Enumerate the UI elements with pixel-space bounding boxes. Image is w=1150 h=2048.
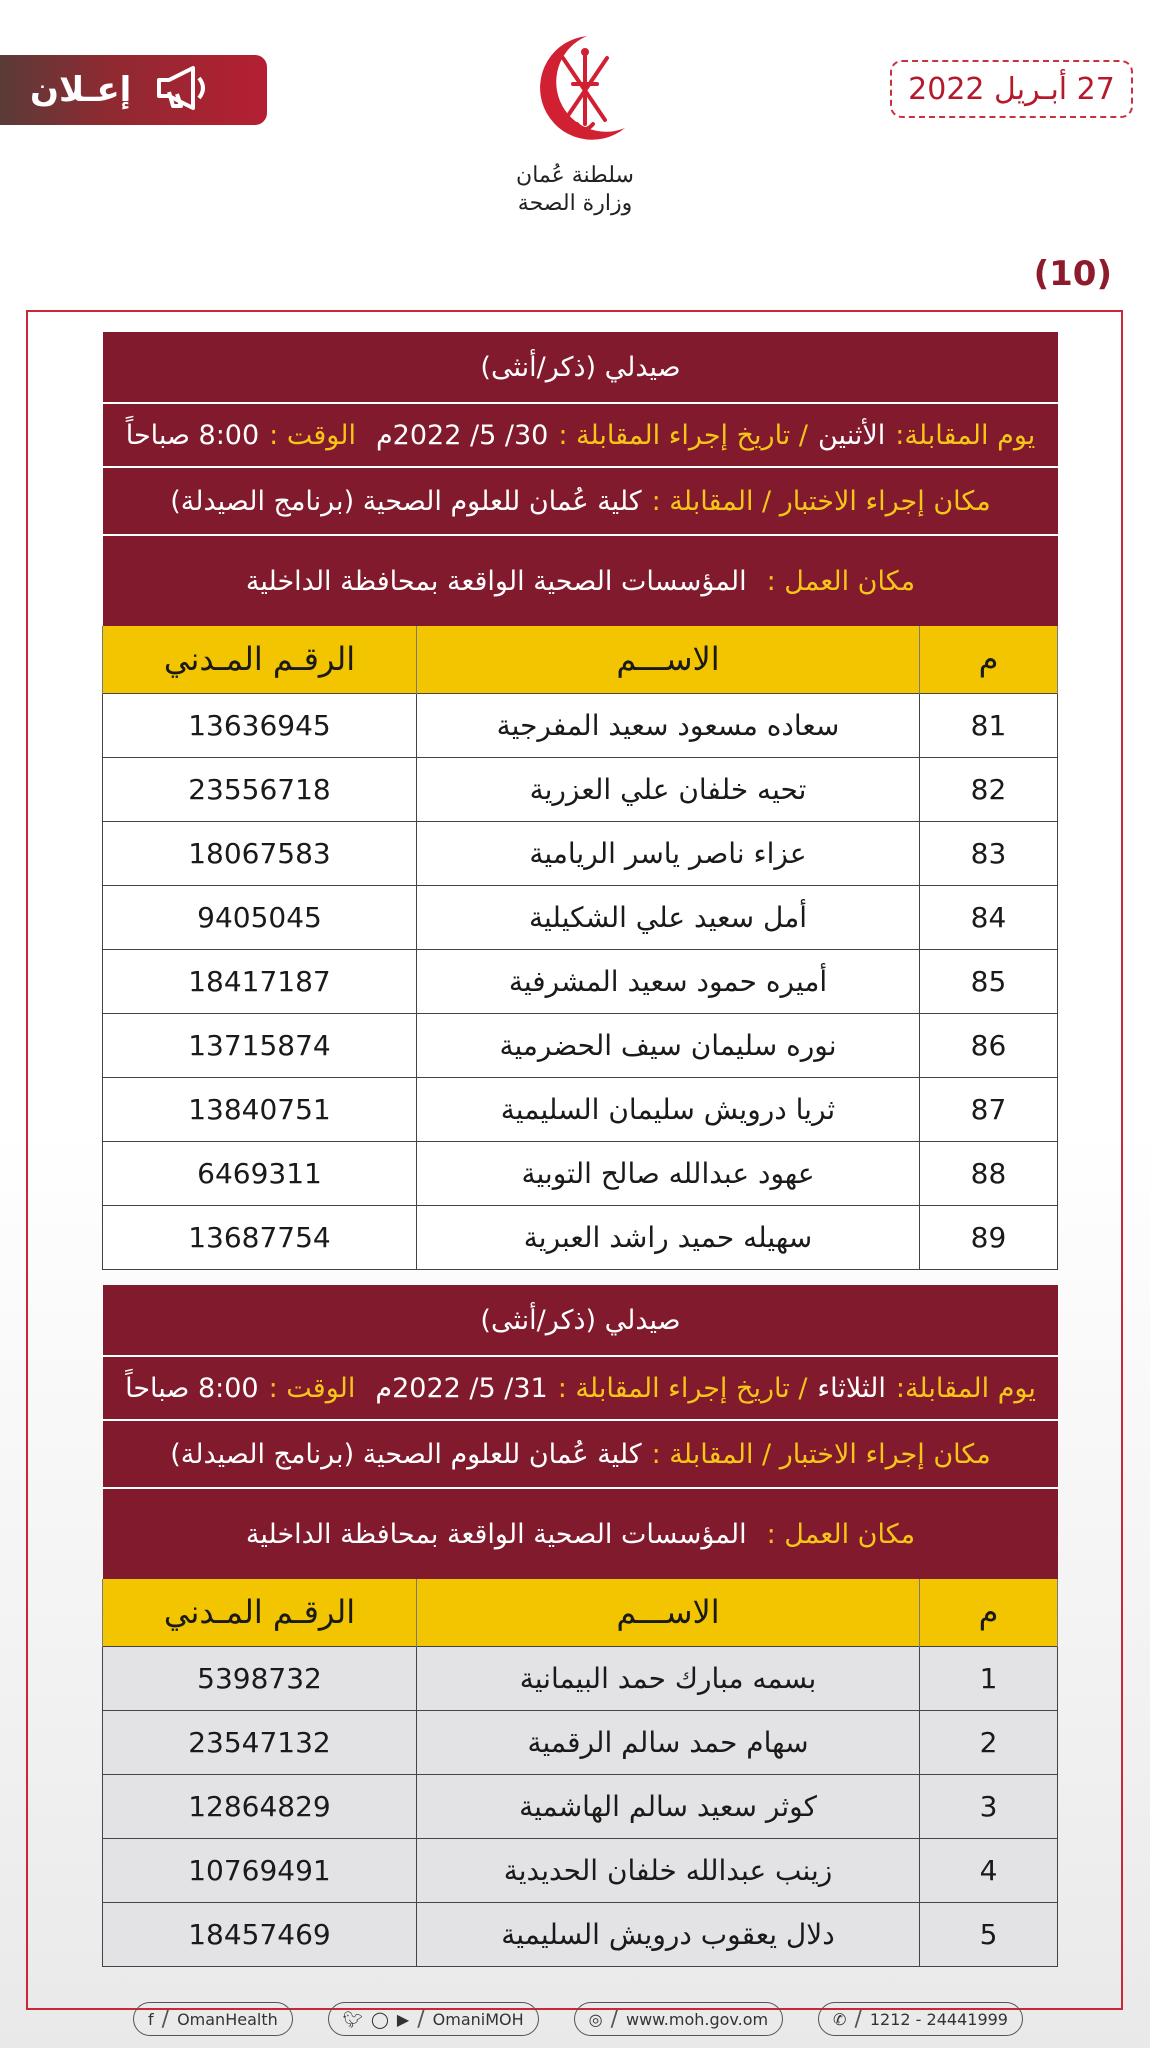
- megaphone-icon: [153, 62, 215, 118]
- announcement-banner: [0, 55, 267, 125]
- section-title: صيدلي (ذكر/أنثى): [103, 332, 1058, 404]
- column-header-name: الاســـم: [417, 626, 920, 693]
- page-number: (10): [1033, 254, 1112, 294]
- column-header-name: الاســـم: [417, 1579, 920, 1646]
- day-label: يوم المقابلة:: [895, 419, 1036, 451]
- candidate-name: عزاء ناصر ياسر الريامية: [417, 821, 920, 885]
- interview-place-row: [103, 468, 1058, 536]
- column-header-civil: الرقـم المـدني: [103, 1579, 417, 1646]
- instagram-icon: ◯: [371, 2009, 389, 2029]
- table-row: [103, 1141, 1058, 1205]
- work-value: المؤسسات الصحية الواقعة بمحافظة الداخلية: [245, 1518, 747, 1550]
- candidates-table: [102, 626, 1058, 1270]
- interview-day-row: [103, 1357, 1058, 1421]
- candidate-name: نوره سليمان سيف الحضرمية: [417, 1013, 920, 1077]
- candidate-name: دلال يعقوب درويش السليمية: [417, 1902, 920, 1966]
- facebook-handle: OmanHealth: [177, 2009, 278, 2029]
- phone-pill[interactable]: ✆ / 1212 - 24441999: [818, 2002, 1023, 2036]
- time-value: 8:00 صباحاً: [125, 1372, 259, 1404]
- ministry-name-line1: سلطنة عُمان: [516, 163, 634, 188]
- time-value: 8:00 صباحاً: [125, 419, 260, 451]
- candidate-name: سعاده مسعود سعيد المفرجية: [417, 693, 920, 757]
- row-number: 88: [920, 1141, 1058, 1205]
- civil-number: 18417187: [103, 949, 417, 1013]
- work-place-row: [103, 1489, 1058, 1579]
- civil-number: 13840751: [103, 1077, 417, 1141]
- table-header-row: [103, 1579, 1058, 1646]
- place-label: مكان إجراء الاختبار / المقابلة :: [651, 1438, 991, 1470]
- column-header-m: م: [920, 626, 1058, 693]
- phone-number: 1212 - 24441999: [869, 2009, 1008, 2029]
- table-row: [103, 1205, 1058, 1269]
- table-row: [103, 1710, 1058, 1774]
- oman-emblem-icon: [515, 28, 635, 158]
- ministry-name-line2: وزارة الصحة: [517, 191, 633, 216]
- candidate-name: تحيه خلفان علي العزرية: [417, 757, 920, 821]
- day-value: الثلاثاء: [817, 1372, 886, 1404]
- table-row: [103, 885, 1058, 949]
- table-row: [103, 1013, 1058, 1077]
- row-number: 2: [920, 1710, 1058, 1774]
- work-value: المؤسسات الصحية الواقعة بمحافظة الداخلية: [245, 565, 747, 597]
- candidate-name: كوثر سعيد سالم الهاشمية: [417, 1774, 920, 1838]
- day-label: يوم المقابلة:: [895, 1372, 1036, 1404]
- facebook-icon: f: [148, 2009, 154, 2029]
- section-title: صيدلي (ذكر/أنثى): [103, 1285, 1058, 1357]
- row-number: 86: [920, 1013, 1058, 1077]
- date-label: / تاريخ إجراء المقابلة :: [558, 419, 808, 451]
- civil-number: 23547132: [103, 1710, 417, 1774]
- candidates-table: [102, 1579, 1058, 1967]
- date-value: 30/ 5/ 2022م: [375, 419, 549, 451]
- row-number: 5: [920, 1902, 1058, 1966]
- time-label: الوقت :: [268, 1372, 356, 1404]
- ministry-logo: [490, 28, 660, 233]
- interview-section-2: [103, 1285, 1058, 1967]
- work-label: مكان العمل :: [766, 1518, 916, 1550]
- row-number: 1: [920, 1646, 1058, 1710]
- row-number: 83: [920, 821, 1058, 885]
- row-number: 84: [920, 885, 1058, 949]
- column-header-civil: الرقـم المـدني: [103, 626, 417, 693]
- ministry-name: [516, 162, 634, 218]
- column-header-m: م: [920, 1579, 1058, 1646]
- table-row: [103, 1838, 1058, 1902]
- table-row: [103, 1077, 1058, 1141]
- civil-number: 12864829: [103, 1774, 417, 1838]
- twitter-icon: 🐦︎: [342, 2009, 363, 2029]
- website-pill[interactable]: ◎ / www.moh.gov.om: [574, 2002, 784, 2036]
- candidate-name: بسمه مبارك حمد البيمانية: [417, 1646, 920, 1710]
- table-row: [103, 949, 1058, 1013]
- row-number: 4: [920, 1838, 1058, 1902]
- place-value: كلية عُمان للعلوم الصحية (برنامج الصيدلة): [170, 1438, 642, 1470]
- place-label: مكان إجراء الاختبار / المقابلة :: [651, 485, 991, 517]
- work-place-row: [103, 536, 1058, 626]
- facebook-pill[interactable]: f / OmanHealth: [133, 2002, 293, 2036]
- civil-number: 18067583: [103, 821, 417, 885]
- work-label: مكان العمل :: [766, 565, 916, 597]
- interview-day-row: [103, 404, 1058, 468]
- table-row: [103, 1646, 1058, 1710]
- candidate-name: سهيله حميد راشد العبرية: [417, 1205, 920, 1269]
- date-label: / تاريخ إجراء المقابلة :: [557, 1372, 808, 1404]
- row-number: 89: [920, 1205, 1058, 1269]
- civil-number: 10769491: [103, 1838, 417, 1902]
- civil-number: 13636945: [103, 693, 417, 757]
- youtube-icon: ▶: [396, 2009, 410, 2029]
- social-handle: OmaniMOH: [432, 2009, 524, 2029]
- social-pill[interactable]: 🐦︎ ◯ ▶ / OmaniMOH: [328, 2002, 539, 2036]
- row-number: 87: [920, 1077, 1058, 1141]
- candidate-name: زينب عبدالله خلفان الحديدية: [417, 1838, 920, 1902]
- table-row: [103, 757, 1058, 821]
- contact-footer: [133, 2001, 1023, 2037]
- date-badge: 27 أبـريل 2022: [890, 60, 1133, 118]
- globe-icon: ◎: [588, 2009, 603, 2029]
- interview-section-1: [103, 332, 1058, 1270]
- row-number: 3: [920, 1774, 1058, 1838]
- candidate-name: أميره حمود سعيد المشرفية: [417, 949, 920, 1013]
- civil-number: 13687754: [103, 1205, 417, 1269]
- table-row: [103, 693, 1058, 757]
- time-label: الوقت :: [269, 419, 356, 451]
- announcement-label: إعـلان: [30, 70, 132, 110]
- table-row: [103, 821, 1058, 885]
- candidate-name: سهام حمد سالم الرقمية: [417, 1710, 920, 1774]
- row-number: 82: [920, 757, 1058, 821]
- row-number: 85: [920, 949, 1058, 1013]
- website-url: www.moh.gov.om: [625, 2009, 769, 2029]
- candidate-name: عهود عبدالله صالح التوبية: [417, 1141, 920, 1205]
- day-value: الأثنين: [818, 419, 886, 451]
- candidate-name: ثريا درويش سليمان السليمية: [417, 1077, 920, 1141]
- row-number: 81: [920, 693, 1058, 757]
- interview-place-row: [103, 1421, 1058, 1489]
- civil-number: 5398732: [103, 1646, 417, 1710]
- civil-number: 6469311: [103, 1141, 417, 1205]
- table-row: [103, 1774, 1058, 1838]
- civil-number: 9405045: [103, 885, 417, 949]
- civil-number: 18457469: [103, 1902, 417, 1966]
- candidate-name: أمل سعيد علي الشكيلية: [417, 885, 920, 949]
- civil-number: 13715874: [103, 1013, 417, 1077]
- civil-number: 23556718: [103, 757, 417, 821]
- place-value: كلية عُمان للعلوم الصحية (برنامج الصيدلة): [170, 485, 642, 517]
- phone-icon: ✆: [833, 2009, 847, 2029]
- date-value: 31/ 5/ 2022م: [375, 1372, 548, 1404]
- table-row: [103, 1902, 1058, 1966]
- table-header-row: [103, 626, 1058, 693]
